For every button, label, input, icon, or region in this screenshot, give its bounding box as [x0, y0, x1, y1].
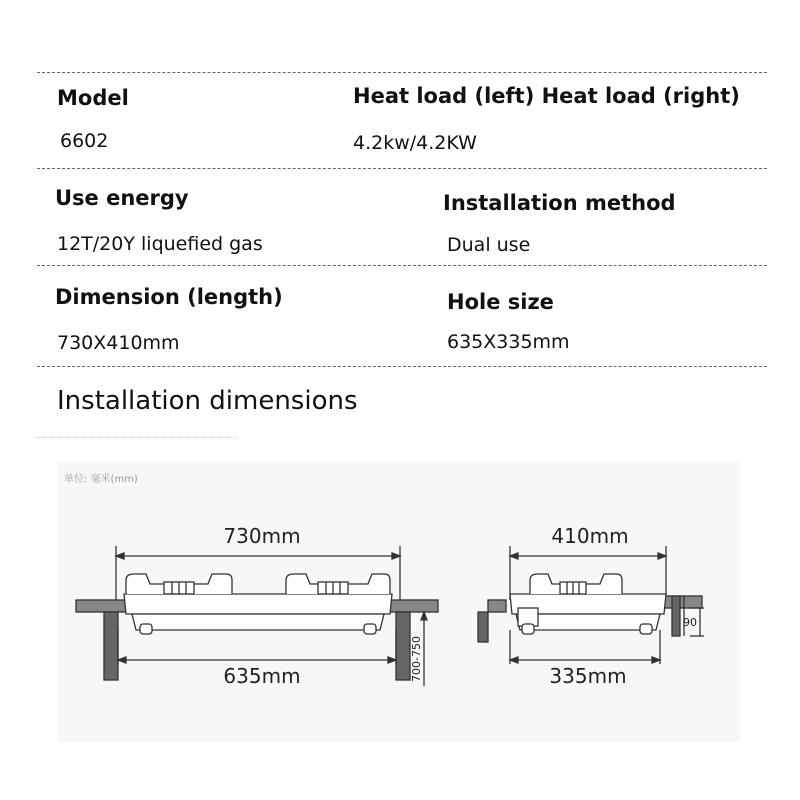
hole-size-value: 635X335mm [447, 331, 570, 353]
install-method-value: Dual use [447, 234, 531, 256]
install-method-label: Installation method [443, 191, 676, 215]
side-depth-text: 410mm [551, 524, 629, 548]
heat-load-value: 4.2kw/4.2KW [353, 132, 477, 154]
heat-load-label: Heat load (left) Heat load (right) [353, 84, 740, 108]
cabinet-height-text: 700-750 [410, 636, 423, 682]
side-view [478, 546, 704, 664]
dimension-label: Dimension (length) [55, 285, 283, 309]
unit-note: 单位: 毫米(mm) [64, 474, 138, 485]
dimension-value: 730X410mm [57, 332, 180, 354]
installation-title: Installation dimensions [57, 386, 358, 416]
clearance-text: 90 [683, 616, 697, 629]
energy-value: 12T/20Y liquefied gas [57, 233, 263, 255]
model-label: Model [57, 86, 129, 110]
hole-size-label: Hole size [447, 290, 554, 314]
side-hole-text: 335mm [549, 664, 627, 688]
front-width-text: 730mm [223, 524, 301, 548]
model-value: 6602 [60, 130, 109, 152]
front-hole-text: 635mm [223, 664, 301, 688]
energy-label: Use energy [55, 186, 189, 210]
